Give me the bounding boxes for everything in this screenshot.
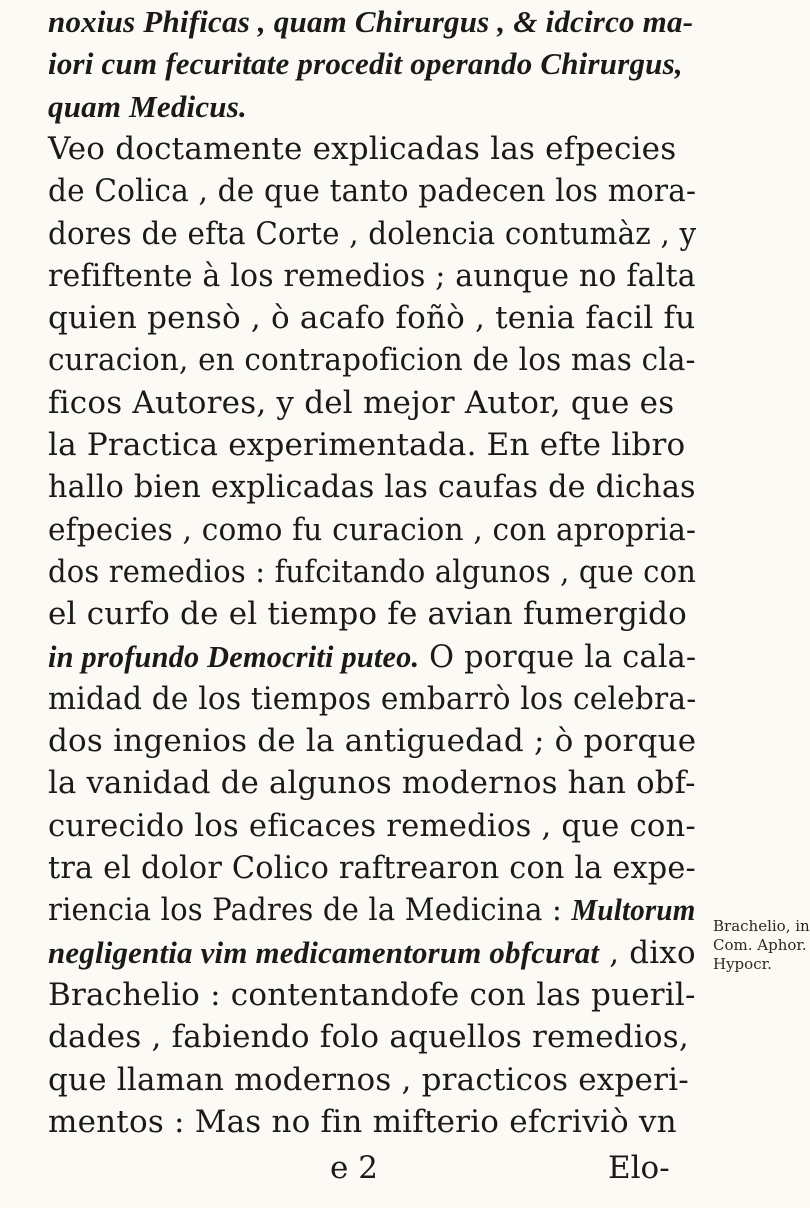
italic-latin-text: quam Medicus.: [48, 88, 247, 124]
text-line: [48, 594, 687, 634]
text-run: ficos Autores, y del mejor Autor, que es: [48, 384, 675, 421]
text-line: [48, 1060, 689, 1100]
text-run: tra el dolor Colico raftrearon con la expe-: [48, 850, 696, 886]
italic-latin-text: Multorum: [571, 892, 696, 928]
text-run: Brachelio : contentandofe con las pueril-: [48, 976, 696, 1013]
text-run: refiftente à los remedios ; aunque no falta: [48, 257, 696, 294]
text-run: hallo bien explicadas las caufas de dichas: [48, 469, 696, 506]
text-line: [48, 637, 696, 677]
text-line: [48, 763, 696, 803]
margin-note-line: Brachelio, in: [713, 917, 810, 935]
text-line: [48, 890, 696, 930]
text-run: que llaman modernos , practicos experi-: [48, 1061, 689, 1098]
italic-latin-text: in profundo Democriti puteo.: [48, 638, 420, 674]
italic-latin-text: iori cum fecuritate procedit operando Chirurgus,: [48, 46, 683, 82]
text-run: mentos : Mas no fin mifterio efcriviò vn: [48, 1103, 677, 1140]
text-line: [48, 975, 696, 1015]
text-run: curacion, en contrapoficion de los mas cla-: [48, 342, 696, 379]
text-line: [48, 1102, 677, 1142]
text-line: [48, 298, 695, 338]
italic-latin-text: negligentia vim medicamentorum obfcurat: [48, 934, 600, 970]
italic-latin-text: noxius Phificas , quam Chirurgus , & idcirco ma-: [48, 4, 694, 39]
text-line: [48, 806, 696, 846]
text-line: [48, 87, 247, 127]
text-run: de Colica , de que tanto padecen los mora-: [48, 173, 697, 210]
text-line: [48, 467, 696, 507]
text-run: la Practica experimentada. En efte libro: [48, 427, 686, 463]
text-run: dades , fabiendo folo aquellos remedios,: [48, 1019, 689, 1056]
text-run: la vanidad de algunos modernos han obf-: [48, 765, 696, 802]
text-line: [48, 340, 696, 380]
text-line: [48, 44, 683, 84]
text-run: O porque la cala-: [419, 638, 697, 675]
text-line: [48, 679, 696, 719]
text-run: curecido los eficaces remedios , que con-: [48, 807, 696, 844]
text-line: [48, 2, 693, 42]
text-line: [48, 510, 696, 550]
text-line: [48, 425, 685, 465]
margin-note-line: Com. Aphor.: [713, 936, 807, 954]
signature-mark: e 2: [330, 1150, 378, 1186]
text-line: [48, 1017, 689, 1057]
margin-note-line: Hypocr.: [713, 955, 772, 973]
text-run: efpecies , como fu curacion , con apropria-: [48, 511, 697, 548]
text-line: [48, 933, 696, 973]
text-line: [48, 214, 696, 254]
text-line: [48, 256, 696, 296]
text-run: dos ingenios de la antiguedad ; ò porque: [48, 723, 697, 760]
text-run: midad de los tiempos embarrò los celebra-: [48, 680, 697, 717]
text-line: [48, 721, 696, 761]
margin-note: [713, 917, 810, 974]
catchword: Elo-: [608, 1150, 670, 1186]
text-run: dos remedios : fufcitando algunos , que con: [48, 553, 697, 590]
text-run: Veo doctamente explicadas las efpecies: [48, 130, 677, 167]
text-line: [48, 129, 676, 169]
text-run: el curfo de el tiempo fe avian fumergido: [48, 596, 688, 633]
text-line: [48, 383, 674, 423]
text-line: [48, 848, 696, 888]
text-line: [48, 552, 696, 592]
text-run: , dixo: [599, 934, 696, 971]
text-run: riencia los Padres de la Medicina :: [48, 892, 572, 929]
text-line: [48, 171, 696, 211]
text-run: quien pensò , ò acafo foñò , tenia facil fu: [48, 300, 696, 337]
text-run: dores de efta Corte , dolencia contumàz , y: [48, 215, 697, 252]
